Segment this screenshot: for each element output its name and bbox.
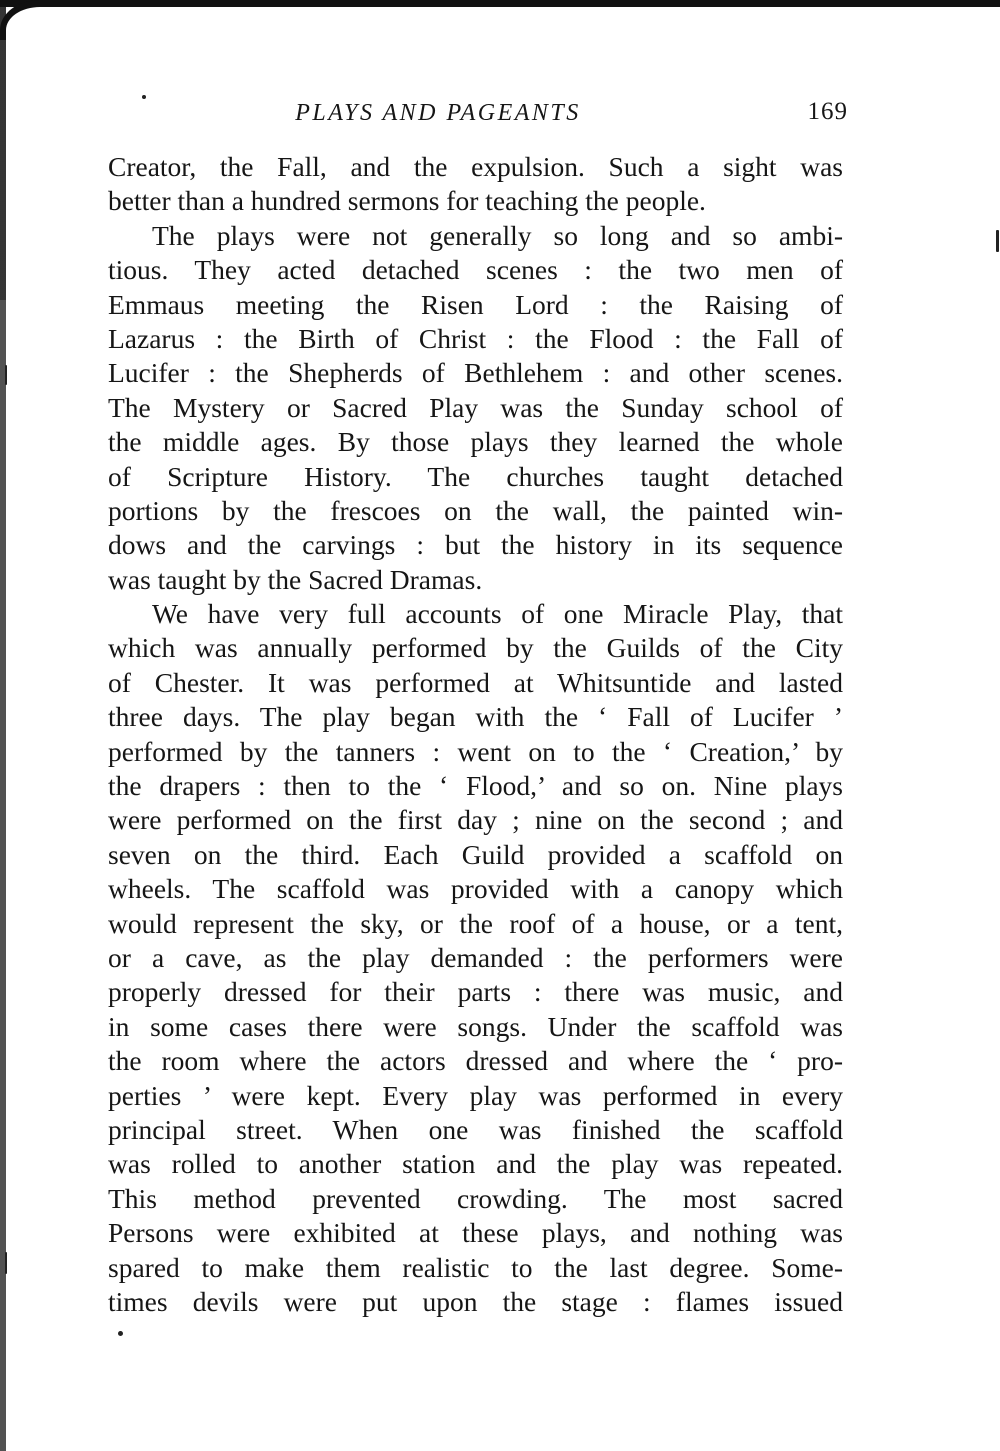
text-line: The plays were not generally so long and so ambi- (152, 219, 843, 251)
scan-border-top (0, 0, 1000, 7)
scan-speck (118, 1331, 123, 1336)
text-line: This method prevented crowding. The most sacred (108, 1182, 843, 1214)
text-line: was rolled to another station and the play was repeated. (108, 1148, 843, 1180)
scan-speck (996, 230, 999, 252)
text-line: tious. They acted detached scenes : the two men of (108, 254, 843, 286)
text-line: Lucifer : the Shepherds of Bethlehem : and other scenes. (108, 357, 843, 389)
scan-border-left (0, 0, 6, 1451)
text-line: principal street. When one was finished the scaffold (108, 1113, 843, 1145)
text-line: three days. The play began with the ‘ Fall of Lucifer ’ (108, 701, 843, 733)
text-line: Persons were exhibited at these plays, and nothing was (108, 1217, 843, 1249)
scan-speck (5, 365, 7, 385)
text-line: seven on the third. Each Guild provided a scaffold on (108, 838, 843, 870)
running-head (108, 96, 848, 136)
text-line: were performed on the first day ; nine on the second ; and (108, 804, 843, 836)
text-line: was taught by the Sacred Dramas. (108, 563, 483, 595)
text-line: Lazarus : the Birth of Christ : the Flood : the Fall of (108, 322, 843, 354)
text-line: We have very full accounts of one Miracle Play, that (152, 598, 843, 630)
text-line: or a cave, as the play demanded : the performers were (108, 941, 843, 973)
text-line: which was annually performed by the Guilds of the City (108, 632, 843, 664)
text-line: portions by the frescoes on the wall, the painted win- (108, 494, 843, 526)
text-line: of Chester. It was performed at Whitsuntide and lasted (108, 666, 843, 698)
text-line: perties ’ were kept. Every play was performed in every (108, 1079, 843, 1111)
text-line: The Mystery or Sacred Play was the Sunday school of (108, 391, 843, 423)
text-line: times devils were put upon the stage : flames issued (108, 1285, 843, 1317)
page-number: 169 (807, 98, 848, 125)
text-line: better than a hundred sermons for teaching the people. (108, 185, 706, 217)
text-line: of Scripture History. The churches taught detached (108, 460, 843, 492)
scan-speck (5, 1252, 7, 1274)
text-line: the room where the actors dressed and where the ‘ pro- (108, 1045, 843, 1077)
text-line: would represent the sky, or the roof of a house, or a tent, (108, 907, 843, 939)
text-line: in some cases there were songs. Under the scaffold was (108, 1010, 843, 1042)
text-line: the middle ages. By those plays they learned the whole (108, 426, 843, 458)
text-line: performed by the tanners : went on to the ‘ Creation,’ by (108, 735, 843, 767)
text-line: wheels. The scaffold was provided with a canopy which (108, 873, 843, 905)
text-line: dows and the carvings : but the history in its sequence (108, 529, 843, 561)
text-line: spared to make them realistic to the last degree. Some- (108, 1251, 843, 1283)
text-line: Creator, the Fall, and the expulsion. Such a sight was (108, 151, 843, 182)
running-title: PLAYS AND PAGEANTS (295, 100, 581, 126)
body-text (108, 150, 843, 1319)
text-line: the drapers : then to the ‘ Flood,’ and so on. Nine plays (108, 770, 843, 802)
text-line: properly dressed for their parts : there was music, and (108, 976, 843, 1008)
text-line: Emmaus meeting the Risen Lord : the Raising of (108, 288, 843, 320)
